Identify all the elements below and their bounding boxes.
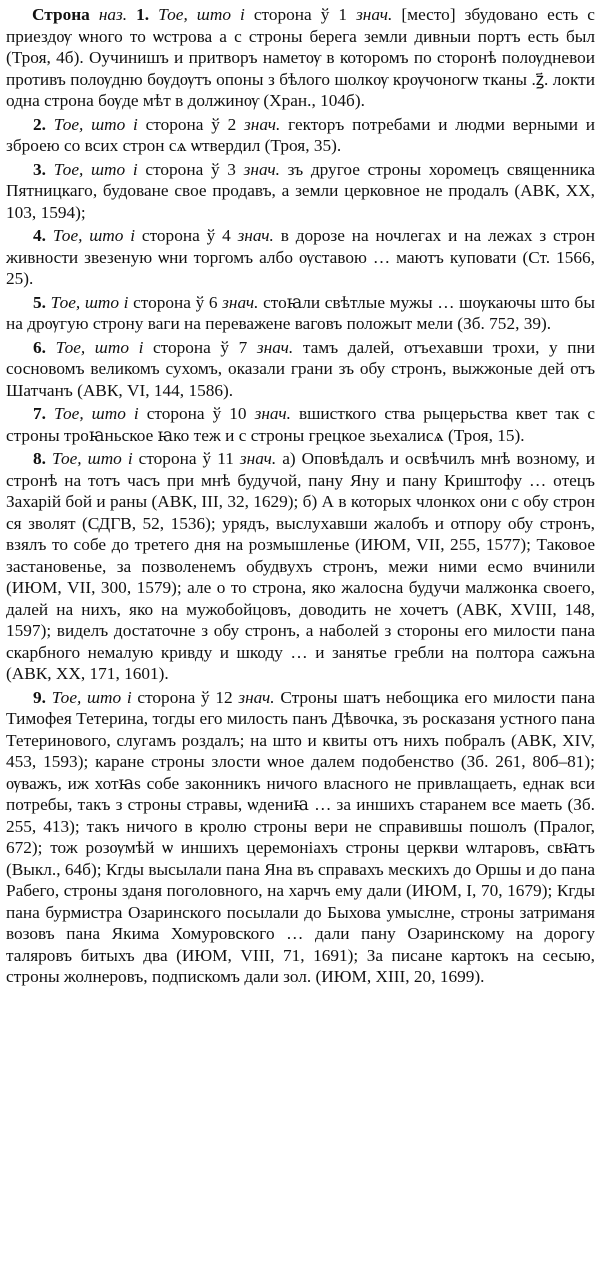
sense-mark: знач.: [254, 404, 291, 423]
sense-text: зъ другое строны хоромецъ священника Пятницкаго, будоване свое продавъ, а земли церковное не продалъ (АВК, XX, 103, 1594);: [6, 159, 596, 222]
sense-number: 2.: [33, 114, 46, 134]
sense-text: гекторъ потребами и людми верными и зброею со всих строн сѧ ѡтвердил (Троя, 35).: [6, 114, 596, 155]
sense-gloss: Тое, што і: [158, 5, 245, 24]
sense-mark: знач.: [222, 292, 259, 312]
sense-reference: сторона ў 7: [152, 337, 248, 357]
sense-number: 5.: [33, 292, 46, 312]
sense-number: 1.: [136, 5, 150, 24]
sense-7: [6, 403, 595, 446]
sense-reference: сторона ў 11: [138, 449, 234, 468]
sense-3: [6, 159, 595, 224]
sense-number: 6.: [33, 337, 46, 357]
sense-gloss: Тое, што і: [54, 404, 139, 423]
sense-reference: сторона ў 3: [145, 159, 236, 179]
sense-gloss: Тое, што і: [51, 687, 132, 707]
sense-5: [6, 292, 595, 335]
sense-gloss: Тое, што і: [52, 226, 136, 245]
sense-6: [6, 337, 595, 402]
sense-text: а) Оповѣдалъ и освѣчилъ мнѣ возному, и стронѣ на тотъ часъ при мнѣ будучой, пану Яну и пану Криштофу … отецъ Захарій бой и раны (АВК, III, 32, 1629); б) А в которых члонкох они с обу строн ся зволят (СДГВ, 52, 1536); урядъ, выслухавши жалобъ и отпору обу стронъ, взялъ то собе до третего дня на розмышленье (ИЮМ, VII, 255, 1577); Таковое застановенье, за позволенемъ обудвухъ стронъ, межи ними есмо вчинили (ИЮМ, VII, 300, 1579); але о то строна, яко жалосна будучи малжонка своего, далей на нихъ, яко на мужобойцовъ, доводить не хочетъ (АВК, XVIII, 148, 1597); виделъ достаточне з обу стронъ, а наболей з стороны его милости пана скарбного немалую кривду и шкоду … и занятье гребли на полтора сажъна (АВК, XX, 171, 1601).: [6, 449, 595, 683]
sense-text: вшисткого ства рыцерьства квет так с строны троꙗньское ꙗко теж и с строны грецкое зьехалисѧ (Троя, 15).: [6, 404, 596, 445]
part-of-speech: наз.: [98, 5, 128, 24]
sense-4: [6, 225, 595, 290]
sense-number: 9.: [33, 687, 46, 707]
headword: Строна: [32, 5, 90, 24]
sense-mark: знач.: [238, 687, 275, 707]
sense-8: [6, 448, 595, 685]
sense-text: Строны шатъ небощика его милости пана Тимофея Тетерина, тогды его милость панъ Дѣвочка, зъ росказаня устного пана Тетеринового, слугамъ роздалъ; на што и квиты отъ нихъ побралъ (АВК, XIV, 453, 1593); каране строны злости ѡное далем подобенство (Зб. 261, 80б–81); ѹважъ, иж хотꙗs собе законникъ ничого власного не привлащаеть, еднак вси потребы, такъ з строны стравы, ѡдениꙗ … за иншихъ старанем все маеть (Зб. 255, 413); такъ ничого в кролю строны вери не справившы пошолъ (Пралог, 672); тож розѹмѣй ѡ иншихъ церемоніахъ строны церкви ѡлтаровъ, свꙗтъ (Выкл., 64б); Кгды высылали пана Яна въ справахъ мескихъ до Оршы и до пана Рабего, строны зданя поголовного, на харчъ ему дали (ИЮМ, I, 70, 1679); Кгды пана бурмистра Озаринского посылали до Быхова умыслне, строны затриманя возовъ пана Якима Хомуровского … дали пану Озаринскому на дорогу таляровъ битыхъ два (ИЮМ, VIII, 71, 1691); За писане картокъ на сесыю, строны жолнеровъ, подпискомъ дали зол. (ИЮМ, XIII, 20, 1699).: [6, 687, 595, 986]
sense-mark: знач.: [256, 337, 294, 357]
sense-reference: сторона ў 10: [146, 404, 247, 423]
sense-2: [6, 114, 595, 157]
sense-reference: сторона ў 2: [145, 114, 237, 134]
sense-gloss: Тое, што і: [55, 337, 144, 357]
sense-reference: сторона ў 12: [137, 687, 233, 707]
sense-mark: знач.: [244, 114, 281, 134]
sense-gloss: Тое, што і: [53, 159, 138, 179]
sense-gloss: Тое, што і: [50, 292, 129, 312]
sense-text: [место] збудовано есть с приездѹ ѡного то ѡстрова а с строны берега земли дивныи портъ есть был (Троя, 4б). Оучинишъ и притворъ наметѹ в которомъ по сторонѣ полѹдневои противъ полѹдню бѹдѹтъ опоны з бѣлого шолкѹ крѹчоногѡ тканы .ꙁ҃. локти одна строна бѹде мѣт в должинѹ (Хран., 104б).: [6, 5, 595, 110]
sense-number: 7.: [33, 404, 46, 423]
sense-text: в дорозе на ночлегах и на лежах з строн живности звезеную ѡни торгомъ албо ѹставою … маютъ куповати (Ст. 1566, 25).: [6, 226, 595, 288]
sense-mark: знач.: [237, 226, 274, 245]
sense-reference: сторона ў 4: [141, 226, 231, 245]
sense-reference: сторона ў 1: [253, 5, 348, 24]
sense-number: 8.: [33, 449, 46, 468]
sense-9: [6, 687, 595, 988]
sense-reference: сторона ў 6: [133, 292, 218, 312]
sense-mark: знач.: [239, 449, 277, 468]
sense-number: 3.: [33, 159, 46, 179]
sense-text: стоꙗли свѣтлые мужы … шѹкаючы што бы на дрѹгую строну ваги на переважене ваговъ положыт мели (Зб. 752, 39).: [6, 292, 595, 333]
sense-mark: знач.: [243, 159, 280, 179]
sense-number: 4.: [33, 226, 46, 245]
sense-1: [6, 4, 595, 112]
sense-gloss: Тое, што і: [52, 449, 133, 468]
sense-text: тамъ далей, отъехавши трохи, у пни сосновомъ великомъ сухомъ, оказали грани зъ обу стронъ, выжжоные дей отъ Шатчанъ (АВК, VI, 144, 1586).: [6, 337, 595, 400]
sense-gloss: Тое, што і: [53, 114, 138, 134]
sense-mark: знач.: [356, 5, 393, 24]
